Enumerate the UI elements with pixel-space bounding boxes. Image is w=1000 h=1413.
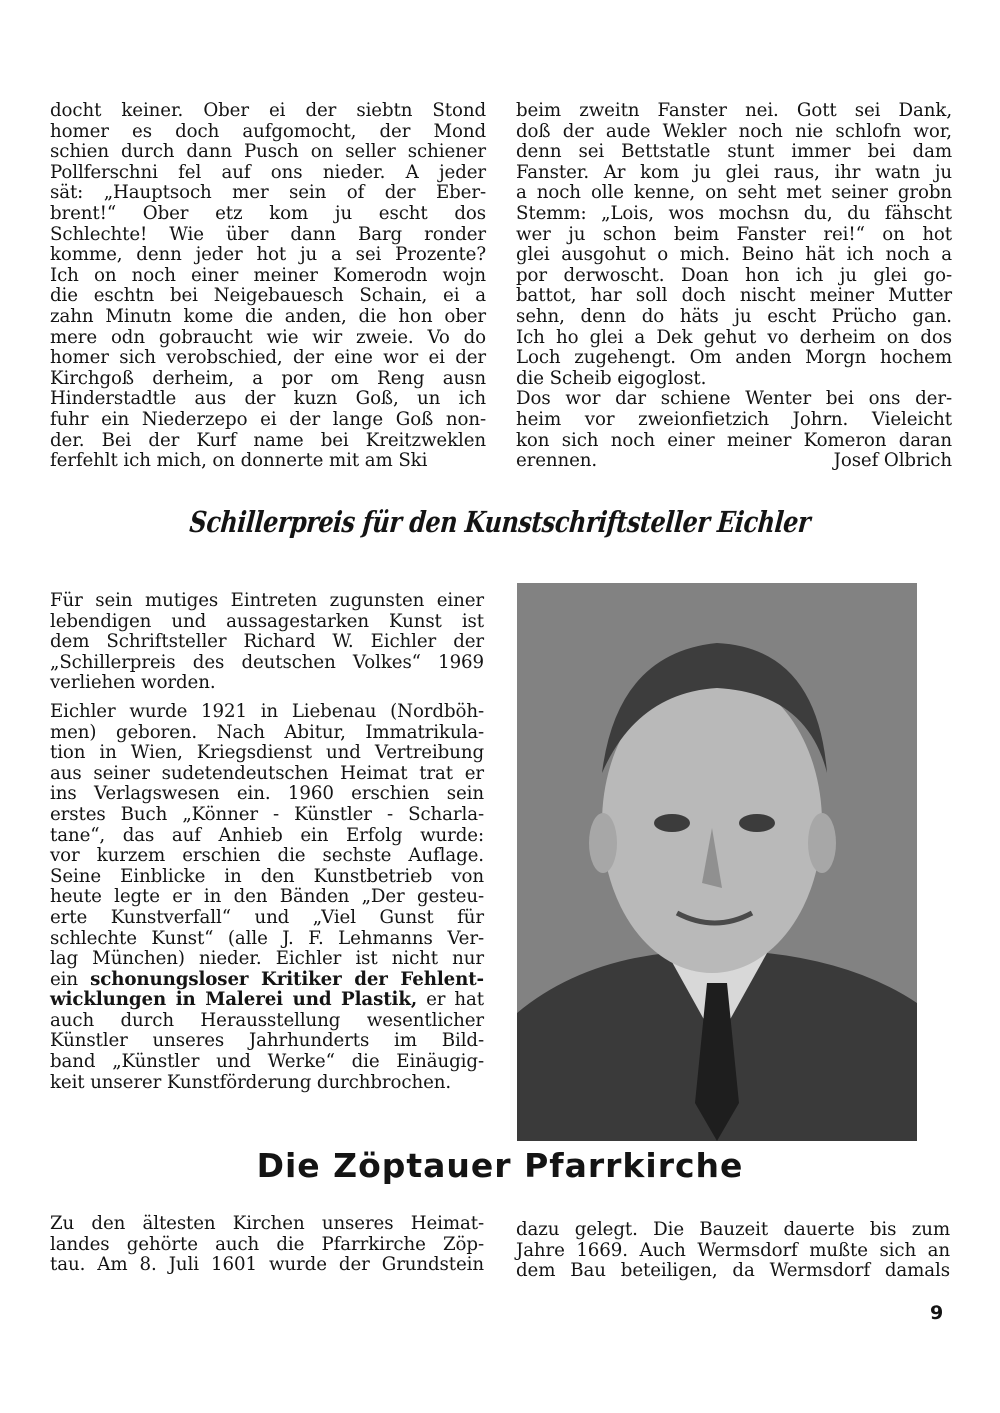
text-line: erstes Buch „Könner - Künstler - Scharla- bbox=[50, 803, 484, 825]
text-line: band „Künstler und Werke“ die Einäugig- bbox=[50, 1051, 484, 1073]
text-line: Ich ho glei a Dek gehut vo derheim on dos bbox=[516, 326, 952, 348]
church-heading: Die Zöptauer Pfarrkirche bbox=[256, 1146, 744, 1185]
text-line: homer es doch aufgomocht, der Mond bbox=[50, 120, 486, 142]
text-line: tion in Wien, Kriegsdienst und Vertreibung bbox=[50, 742, 484, 764]
text-fragment: ein bbox=[50, 968, 78, 990]
text-line: doß der aude Wekler noch nie schlofn wor, bbox=[516, 120, 952, 142]
article-paragraph-1 bbox=[50, 591, 484, 694]
text-line: lebendigen und aussagestarken Kunst ist bbox=[50, 610, 484, 632]
text-line: keit unserer Kunstförderung durchbrochen. bbox=[50, 1071, 452, 1093]
text-line: sät: „Hauptsoch mer sein of der Eber- bbox=[50, 182, 486, 204]
text-line: docht keiner. Ober ei der siebtn Stond bbox=[50, 100, 486, 121]
article-paragraph-2 bbox=[50, 702, 484, 1093]
text-line: beim zweitn Fanster nei. Gott sei Dank, bbox=[516, 100, 952, 121]
text-line: Eichler wurde 1921 in Liebenau (Nordböh- bbox=[50, 700, 484, 722]
article-heading: Schillerpreis für den Kunstschriftsteller Eichler bbox=[188, 505, 812, 539]
text-line: tane“, das auf Anhieb ein Erfolg wurde: bbox=[50, 824, 484, 846]
text-line: komme, denn jeder hot ju a sei Prozente? bbox=[50, 244, 486, 266]
text-line: schlechte Kunst“ (alle J. F. Lehmanns Ver- bbox=[50, 927, 484, 949]
text-line: heim vor zweionfietzich Johrn. Vieleicht bbox=[516, 408, 952, 430]
text-line: der. Bei der Kurf name bei Kreitzweklen bbox=[50, 429, 486, 451]
signature-line bbox=[516, 451, 952, 472]
text-line: Jahre 1669. Auch Wermsdorf mußte sich an bbox=[516, 1239, 950, 1261]
text-line: ins Verlagswesen ein. 1960 erschien sein bbox=[50, 783, 484, 805]
text-line: landes gehörte auch die Pfarrkirche Zöp- bbox=[50, 1233, 484, 1255]
text-line: „Schillerpreis des deutschen Volkes“ 1969 bbox=[50, 651, 484, 673]
text-line: por derwoscht. Doan hon ich ju glei go- bbox=[516, 264, 952, 286]
article-body bbox=[50, 591, 484, 1093]
bold-text: wicklungen in Malerei und Plastik, bbox=[50, 989, 418, 1011]
text-line: sehn, denn do häts ju escht Prücho gan. bbox=[516, 305, 952, 327]
text-line: Stemm: „Lois, wos mochsn du, du fähscht bbox=[516, 202, 952, 224]
text-line: die Scheib eigoglost. bbox=[516, 367, 707, 389]
portrait-photo bbox=[517, 583, 917, 1141]
text-line bbox=[50, 990, 484, 1011]
text-line: Pollferschni fel auf ons nieder. A jeder bbox=[50, 161, 486, 183]
text-line: lag München) nieder. Eichler ist nicht nur bbox=[50, 948, 484, 970]
portrait-illustration bbox=[517, 583, 917, 1141]
text-line: vor kurzem erschien die sechste Auflage. bbox=[50, 845, 484, 867]
text-line: schien durch dann Pusch on seller schiener bbox=[50, 141, 486, 163]
text-line: denn sei Bettstatle stunt immer bei dam bbox=[516, 141, 952, 163]
page-number: 9 bbox=[930, 1302, 944, 1324]
text-line: tau. Am 8. Juli 1601 wurde der Grundstein bbox=[50, 1254, 484, 1276]
text-line: Seine Einblicke in den Kunstbetrieb von bbox=[50, 865, 484, 887]
text-line: Schlechte! Wie über dann Barg ronder bbox=[50, 223, 486, 245]
text-line: aus seiner sudetendeutschen Heimat trat er bbox=[50, 762, 484, 784]
text-line: die eschtn bei Neigebauesch Schain, ei a bbox=[50, 285, 486, 307]
text-line: erte Kunstverfall“ und „Viel Gunst für bbox=[50, 906, 484, 928]
text-line: kon sich noch einer meiner Komeron daran bbox=[516, 429, 952, 451]
story-column-left bbox=[50, 101, 486, 472]
text-line: glei ausgohut o mich. Beino hät ich noch a bbox=[516, 244, 952, 266]
text-line: brent!“ Ober etz kom ju escht dos bbox=[50, 202, 486, 224]
text-line: mere odn gobraucht wie wir zweie. Vo do bbox=[50, 326, 486, 348]
text-line: Ich on noch einer meiner Komerodn wojn bbox=[50, 264, 486, 286]
church-column-right bbox=[516, 1220, 950, 1282]
text-line: dazu gelegt. Die Bauzeit dauerte bis zum bbox=[516, 1219, 950, 1240]
text-line: Loch zugehengt. Om anden Morgn hochem bbox=[516, 347, 952, 369]
text-line: battot, har soll doch nischt meiner Mutter bbox=[516, 285, 952, 307]
text-line bbox=[50, 970, 484, 991]
text-line: zahn Minutn kome die anden, die hon ober bbox=[50, 305, 486, 327]
text-line: Künstler unseres Jahrhunderts im Bild- bbox=[50, 1030, 484, 1052]
text-line: heute legte er in den Bänden „Der gesteu- bbox=[50, 886, 484, 908]
text-line: wer ju schon beim Fanster rei!“ on hot bbox=[516, 223, 952, 245]
author-name: Josef Olbrich bbox=[833, 450, 952, 472]
text-line: fuhr ein Niederzepo ei der lange Goß non- bbox=[50, 408, 486, 430]
text-line: dem Bau beteiligen, da Wermsdorf damals bbox=[516, 1260, 950, 1282]
text-line: Kirchgoß derheim, a por om Reng ausn bbox=[50, 367, 486, 389]
text-line: auch durch Herausstellung wesentlicher bbox=[50, 1009, 484, 1031]
text-line: Hinderstadtle aus der kuzn Goß, un ich bbox=[50, 388, 486, 410]
story-column-right bbox=[516, 101, 952, 472]
text-line: Zu den ältesten Kirchen unseres Heimat- bbox=[50, 1213, 484, 1234]
text-line: verliehen worden. bbox=[50, 672, 216, 694]
text-line: dem Schriftsteller Richard W. Eichler der bbox=[50, 631, 484, 653]
bold-text: schonungsloser Kritiker der Fehlent- bbox=[90, 968, 484, 990]
text-line: a noch olle kenne, on seht met seiner grobn bbox=[516, 182, 952, 204]
text-line: Dos wor dar schiene Wenter bei ons der- bbox=[516, 388, 952, 410]
text-line: homer sich verobschied, der eine wor ei der bbox=[50, 347, 486, 369]
last-line: erennen. bbox=[516, 450, 598, 472]
text-fragment: er hat bbox=[426, 989, 484, 1011]
text-line: Fanster. Ar kom ju glei raus, ihr watn ju bbox=[516, 161, 952, 183]
church-column-left bbox=[50, 1214, 484, 1276]
text-line: Für sein mutiges Eintreten zugunsten einer bbox=[50, 590, 484, 611]
text-line: ferfehlt ich mich, on donnerte mit am Ski bbox=[50, 450, 428, 472]
text-line: men) geboren. Nach Abitur, Immatrikula- bbox=[50, 721, 484, 743]
